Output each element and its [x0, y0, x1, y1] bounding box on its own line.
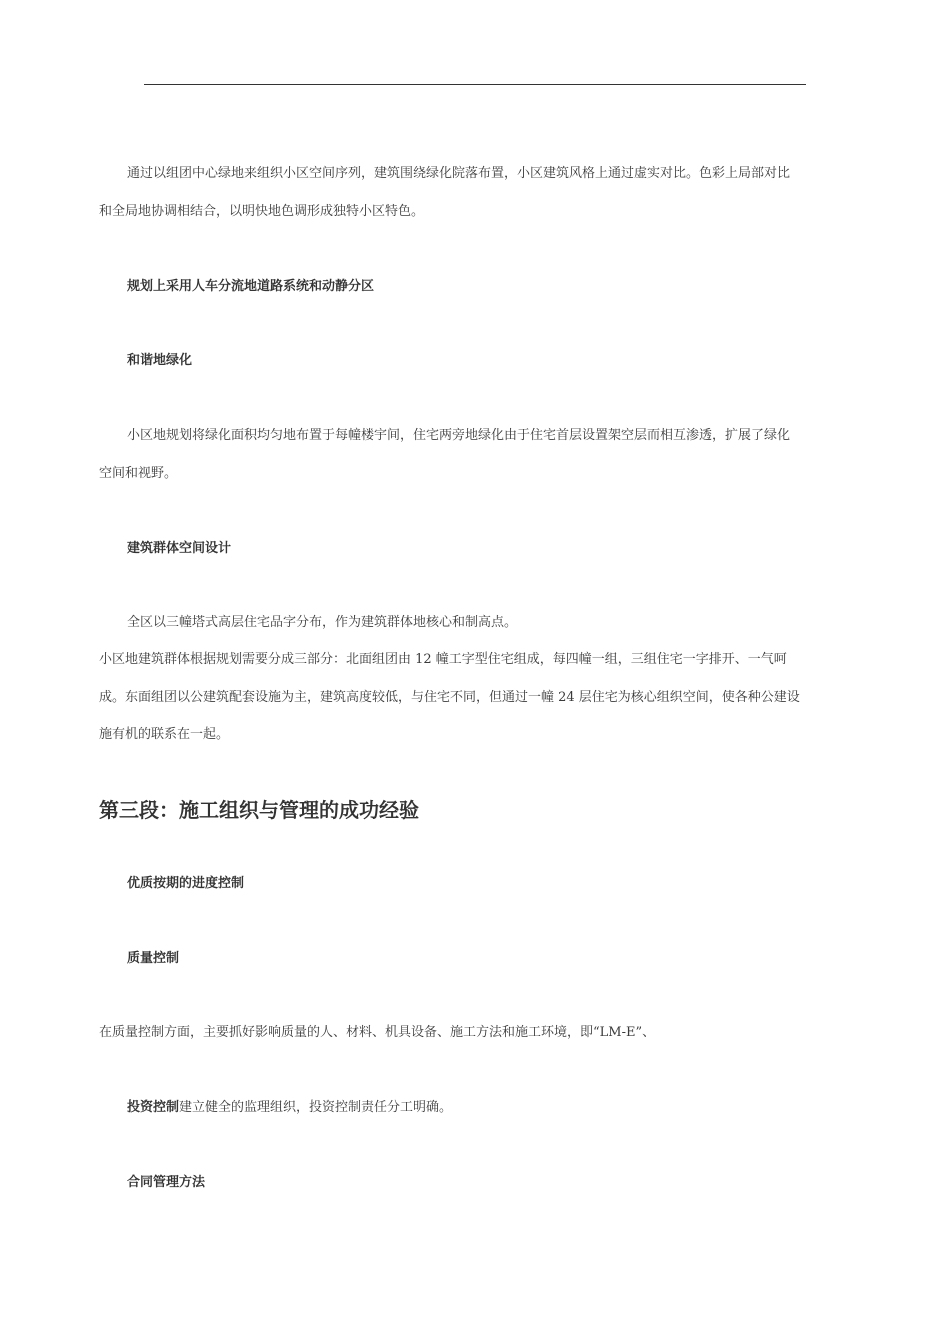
paragraph-layout-line-1: 通过以组团中心绿地来组织小区空间序列，建筑围绕绿化院落布置，小区建筑风格上通过虚实对比。色彩上局部对比 — [127, 166, 791, 181]
section-title: 第三段：施工组织与管理的成功经验 — [99, 798, 419, 822]
paragraph-core-tower: 全区以三幢塔式高层住宅品字分布，作为建筑群体地核心和制高点。 — [127, 615, 518, 630]
investment-text: 建立健全的监理组织，投资控制责任分工明确。 — [179, 1100, 453, 1115]
header-rule — [144, 84, 806, 85]
paragraph-groups-line-2: 成。东面组团以公建筑配套设施为主，建筑高度较低，与住宅不同，但通过一幢 24 层住宅为核心组织空间，使各种公建设 — [99, 690, 800, 705]
heading-schedule-control: 优质按期的进度控制 — [127, 876, 245, 891]
paragraph-groups-line-3: 施有机的联系在一起。 — [99, 727, 230, 742]
paragraph-groups-line-1: 小区地建筑群体根据规划需要分成三部分：北面组团由 12 幢工字型住宅组成，每四幢一组，三组住宅一字排开、一气呵 — [99, 652, 787, 667]
paragraph-greening-line-2: 空间和视野。 — [99, 466, 178, 481]
investment-label: 投资控制 — [127, 1100, 180, 1115]
paragraph-layout-line-2: 和全局地协调相结合，以明快地色调形成独特小区特色。 — [99, 204, 425, 219]
heading-quality-control: 质量控制 — [127, 951, 180, 966]
paragraph-investment-control — [99, 1099, 859, 1117]
paragraph-greening-line-1: 小区地规划将绿化面积均匀地布置于每幢楼宇间，住宅两旁地绿化由于住宅首层设置架空层而相互渗透，扩展了绿化 — [127, 428, 791, 443]
heading-greening: 和谐地绿化 — [127, 353, 193, 368]
heading-building-space: 建筑群体空间设计 — [127, 541, 232, 556]
paragraph-quality-control: 在质量控制方面，主要抓好影响质量的人、材料、机具设备、施工方法和施工环境，即“LM-E”、 — [99, 1025, 656, 1040]
heading-planning: 规划上采用人车分流地道路系统和动静分区 — [127, 279, 375, 294]
heading-contract-management: 合同管理方法 — [127, 1175, 206, 1190]
